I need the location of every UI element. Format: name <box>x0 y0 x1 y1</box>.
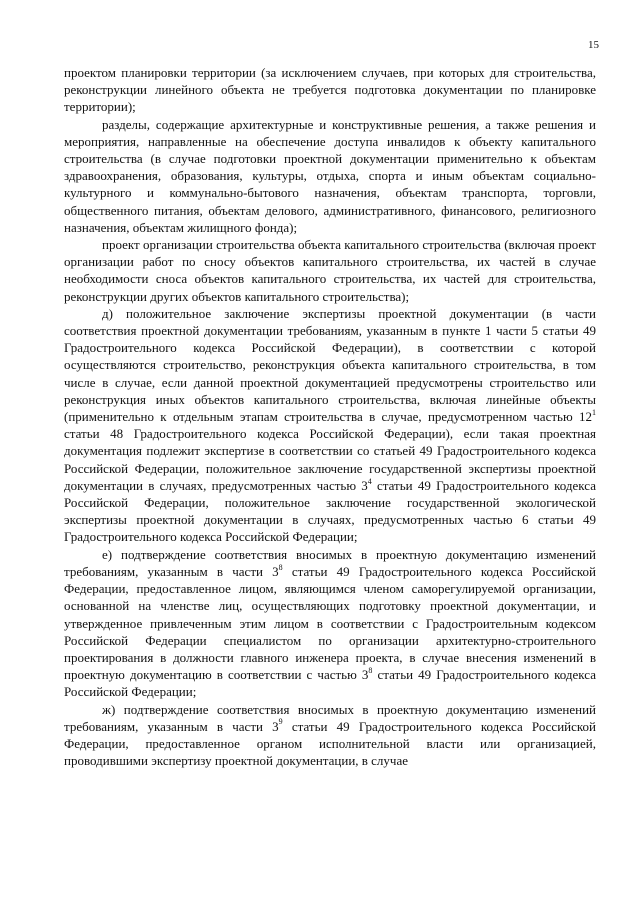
paragraph-architectural-sections: разделы, содержащие архитектурные и конструктивные решения, а также решения и мероприятия, направленные на обеспечение доступа инвалидов к объекту капитального строительства (в случае подготовки проектной документации применительно к объектам здравоохранения, образования, культуры, отдыха, спорта и иным объектам социально-культурного и коммунально-бытового назначения, объектам транспорта, торговли, общественного питания, объектам делового, административного, финансового, религиозного назначения, объектам жилищного фонда); <box>64 116 596 235</box>
paragraph-item-d-text-2: статьи 48 Градостроительного кодекса Российской Федерации), если такая проектная документация подлежит экспертизе в соответствии со статьей 49 Градостроительного кодекса Российской Федерации, положительное заключение государственной экспертизы проектной документации в случаях, предусмотренных частью 3 <box>64 426 596 493</box>
paragraph-item-d-text-1: д) положительное заключение экспертизы проектной документации (в части соответствия проектной документации требованиям, указанным в пункте 1 части 5 статьи 49 Градостроительного кодекса Российской Федерации), в соответствии с которой осуществляются строительство, реконструкция объекта капитального строительства, в том числе в случае, если данной проектной документацией предусмотрены строительство или реконструкция иных объектов капитального строительства, включая линейные объекты (применительно к отдельным этапам строительства в случае, предусмотренном частью 12 <box>64 305 596 425</box>
paragraph-item-zh-text-2: статьи 49 Градостроительного кодекса Российской Федерации, предоставленное органом исполнительной власти или организацией, проводившими экспертизу проектной документации, в случае <box>64 718 596 769</box>
paragraph-item-e <box>64 546 596 701</box>
paragraph-item-zh <box>64 701 596 770</box>
paragraph-item-d-text-3: статьи 49 Градостроительного кодекса Российской Федерации, положительное заключение государственной экологической экспертизы проектной документации в случаях, предусмотренных частью 6 статьи 49 Градостроительного кодекса Российской Федерации; <box>64 477 596 545</box>
superscript: 9 <box>278 717 283 727</box>
paragraph-item-zh-text-1: ж) подтверждение соответствия вносимых в проектную документацию изменений требованиям, указанным в части 3 <box>64 701 596 734</box>
document-body <box>64 64 596 769</box>
superscript: 1 <box>592 407 596 417</box>
paragraph-item-e-text-1: е) подтверждение соответствия вносимых в проектную документацию изменений требованиям, указанным в части 3 <box>64 546 596 579</box>
superscript: 8 <box>368 665 373 675</box>
paragraph-construction-project: проект организации строительства объекта капитального строительства (включая проект организации работ по сносу объектов капитального строительства, их частей в случае необходимости сноса объектов капитального строительства, их частей для строительства, реконструкции других объектов капитального строительства); <box>64 237 596 304</box>
superscript: 8 <box>278 562 283 572</box>
paragraph-item-e-text-3: статьи 49 Градостроительного кодекса Российской Федерации; <box>64 667 596 700</box>
paragraph-item-e-text-2: статьи 49 Градостроительного кодекса Российской Федерации, предоставленное лицом, являющимся членом саморегулируемой организации, основанной на членстве лиц, осуществляющих подготовку проектной документации, и утвержденное привлеченным этим лицом в соответствии с Градостроительным кодексом Российской Федерации специалистом по организации архитектурно-строительного проектирования в должности главного инженера проекта, в случае внесения изменений в проектную документацию в соответствии с частью 3 <box>64 563 596 683</box>
paragraph-continuation: проектом планировки территории (за исключением случаев, при которых для строительства, реконструкции линейного объекта не требуется подготовка документации по планировке территории); <box>64 65 596 115</box>
paragraph-item-d <box>64 305 596 546</box>
superscript: 4 <box>367 476 372 486</box>
page-number: 15 <box>588 39 599 51</box>
